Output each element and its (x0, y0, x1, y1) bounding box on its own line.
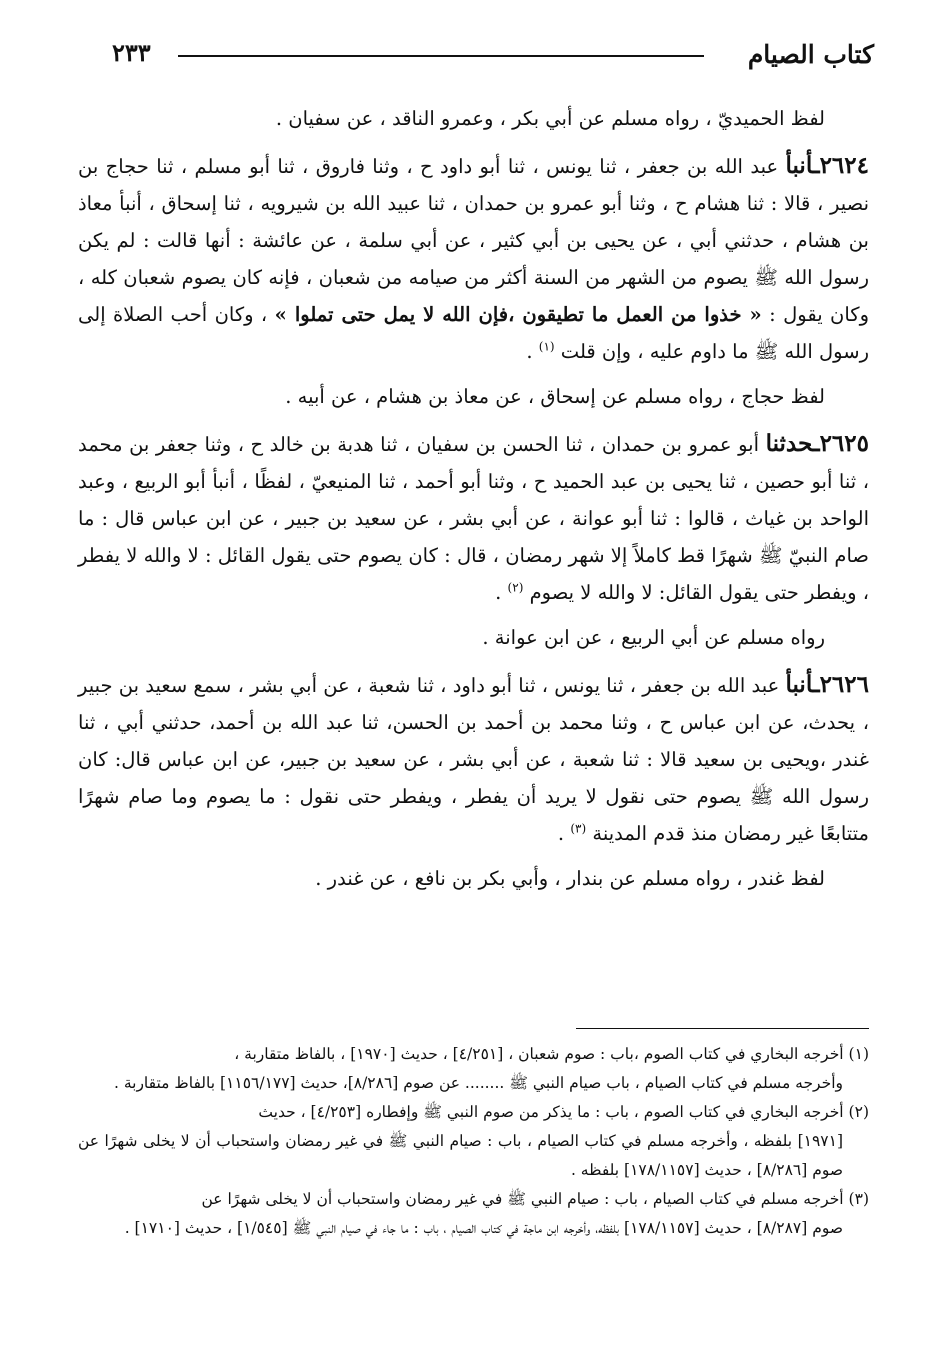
footnote-reference[interactable]: (١) (538, 339, 555, 354)
hadith-verb: ـحدثنا (765, 430, 820, 457)
footnote-text: [١٩٧١] بلفظه ، وأخرجه مسلم في كتاب الصيام ، باب : صيام النبي ﷺ في غير رمضان واستحباب أن لا يخلى شهرًا عن صوم [٨/٢٨٦] ، حديث [١٧٨/١١٥٧] بلفظه . (78, 1132, 843, 1179)
footnote-text: أخرجه مسلم في كتاب الصيام ، باب : صيام النبي ﷺ في غير رمضان واستحباب أن لا يخلى شهرًا عن (201, 1190, 844, 1208)
hadith-verb: ـأنبأ (785, 152, 820, 179)
hadith-2626 (78, 666, 869, 852)
main-text (78, 100, 869, 907)
commentary-paragraph: لفظ حجاج ، رواه مسلم عن إسحاق ، عن معاذ بن هشام ، عن أبيه . (285, 385, 825, 408)
hadith-text: عبد الله بن جعفر ، ثنا يونس ، ثنا أبو داود ، ثنا شعبة ، عن أبي بشر ، سمع سعيد بن جبير ، يحدث، عن ابن عباس ح ، وثنا محمد بن أحمد بن الحسن، ثنا عبد الله بن أحمد، حدثني أبي ، ثنا غندر ،ويحيى بن سعيد قالا : ثنا شعبة ، عن أبي بشر ، عن سعيد بن جبير، عن ابن عباس قال: كان رسول الله ﷺ يصوم حتى نقول لا يريد أن يفطر ، ويفطر حتى نقول : ما يصوم وما صام شهرًا متتابعًا غير رمضان منذ قدم المدينة (78, 674, 869, 845)
footnote-reference[interactable]: (٢) (507, 580, 524, 595)
prophetic-quote: « خذوا من العمل ما تطيقون ،فإن الله لا يمل حتى تملوا » (274, 303, 762, 326)
hadith-2625 (78, 425, 869, 611)
book-title: كتاب الصيام (747, 40, 874, 69)
footnote-label: (٢) (848, 1103, 869, 1121)
hadith-number: ٢٦٢٤ (819, 152, 869, 179)
footnote-3 (78, 1185, 869, 1243)
hadith-end: . (495, 581, 508, 604)
commentary-paragraph: لفظ الحميديّ ، رواه مسلم عن أبي بكر ، وعمرو الناقد ، عن سفيان . (275, 107, 825, 130)
hadith-text: أبو عمرو بن حمدان ، ثنا الحسن بن سفيان ، ثنا هدبة بن خالد ح ، وثنا جعفر بن محمد ، ثنا أبو حصين ، ثنا يحيى بن عبد الحميد ح ، وثنا أبو أحمد ، ثنا المنيعيّ ، لفظًا ، أنبأ أبو الربيع ، وعبد الواحد بن غياث ، قالوا : ثنا أبو عوانة ، عن أبي بشر ، عن سعيد بن جبير ، عن ابن عباس قال : ما صام النبيّ ﷺ شهرًا قط كاملاً إلا شهر رمضان ، قال : كان يصوم حتى يقول القائل : لا والله لا يفطر ، ويفطر حتى يقول القائل: لا والله لا يصوم (78, 433, 870, 604)
footnotes (78, 1040, 869, 1243)
commentary-paragraph: رواه مسلم عن أبي الربيع ، عن ابن عوانة . (482, 626, 825, 649)
footnote-label: (١) (848, 1045, 869, 1063)
footnote-text: أخرجه البخاري في كتاب الصوم ، باب : ما يذكر من صوم النبي ﷺ وإفطاره [٤/٢٥٣] ، حديث (258, 1103, 844, 1121)
page-number: ٢٣٣ (112, 38, 151, 67)
header-rule (178, 55, 704, 57)
footnote-2 (78, 1098, 869, 1185)
footnote-separator (576, 1028, 869, 1029)
hadith-verb: ـأنبأ (785, 671, 820, 698)
hadith-number: ٢٦٢٦ (819, 671, 869, 698)
footnote-text: صوم [٨/٢٨٧] ، حديث [١٧٨/١١٥٧] بلفظه، وأخرجه ابن ماجة في كتاب الصيام ، باب : ما جاء في صيام النبي ﷺ [١/٥٤٥] ، حديث [١٧١٠] . (124, 1219, 843, 1237)
footnote-text: وأخرجه مسلم في كتاب الصيام ، باب صيام النبي ﷺ ........ عن صوم [٨/٢٨٦]، حديث [١١٥٦/١٧٧] بالفاظ متقاربة . (113, 1074, 843, 1092)
footnote-1 (78, 1040, 869, 1098)
footnote-text: أخرجه البخاري في كتاب الصوم ،باب : صوم شعبان ، [٤/٢٥١] ، حديث [١٩٧٠] ، بالفاظ متقاربة ، (234, 1045, 844, 1063)
hadith-end: . (526, 340, 539, 363)
hadith-number: ٢٦٢٥ (819, 430, 869, 457)
hadith-end: . (557, 822, 571, 845)
footnote-reference[interactable]: (٣) (570, 821, 587, 836)
running-header (108, 38, 874, 78)
hadith-text: ، وكان أحب الصلاة إلى رسول الله ﷺ ما داوم عليه ، وإن قلت (78, 303, 869, 363)
footnote-label: (٣) (848, 1190, 869, 1208)
hadith-text: عبد الله بن جعفر ، ثنا يونس ، ثنا أبو داود ح ، وثنا فاروق ، ثنا أبو مسلم ، ثنا حجاج بن نصير ، قالا : ثنا هشام ح ، وثنا أبو عمرو بن حمدان ، ثنا عبيد الله بن شيرويه ، ثنا إسحاق ، أنبأ معاذ بن هشام ، حدثني أبي ، عن يحيى بن أبي كثير ، عن أبي سلمة ، عن عائشة : أنها قالت : لم يكن رسول الله ﷺ يصوم من الشهر من السنة أكثر من صيامه من شعبان ، فإنه كان يصوم شعبان كله ، وكان يقول : (78, 155, 869, 326)
commentary-paragraph: لفظ غندر ، رواه مسلم عن بندار ، وأبي بكر بن نافع ، عن غندر . (315, 867, 825, 890)
hadith-2624 (78, 147, 869, 370)
